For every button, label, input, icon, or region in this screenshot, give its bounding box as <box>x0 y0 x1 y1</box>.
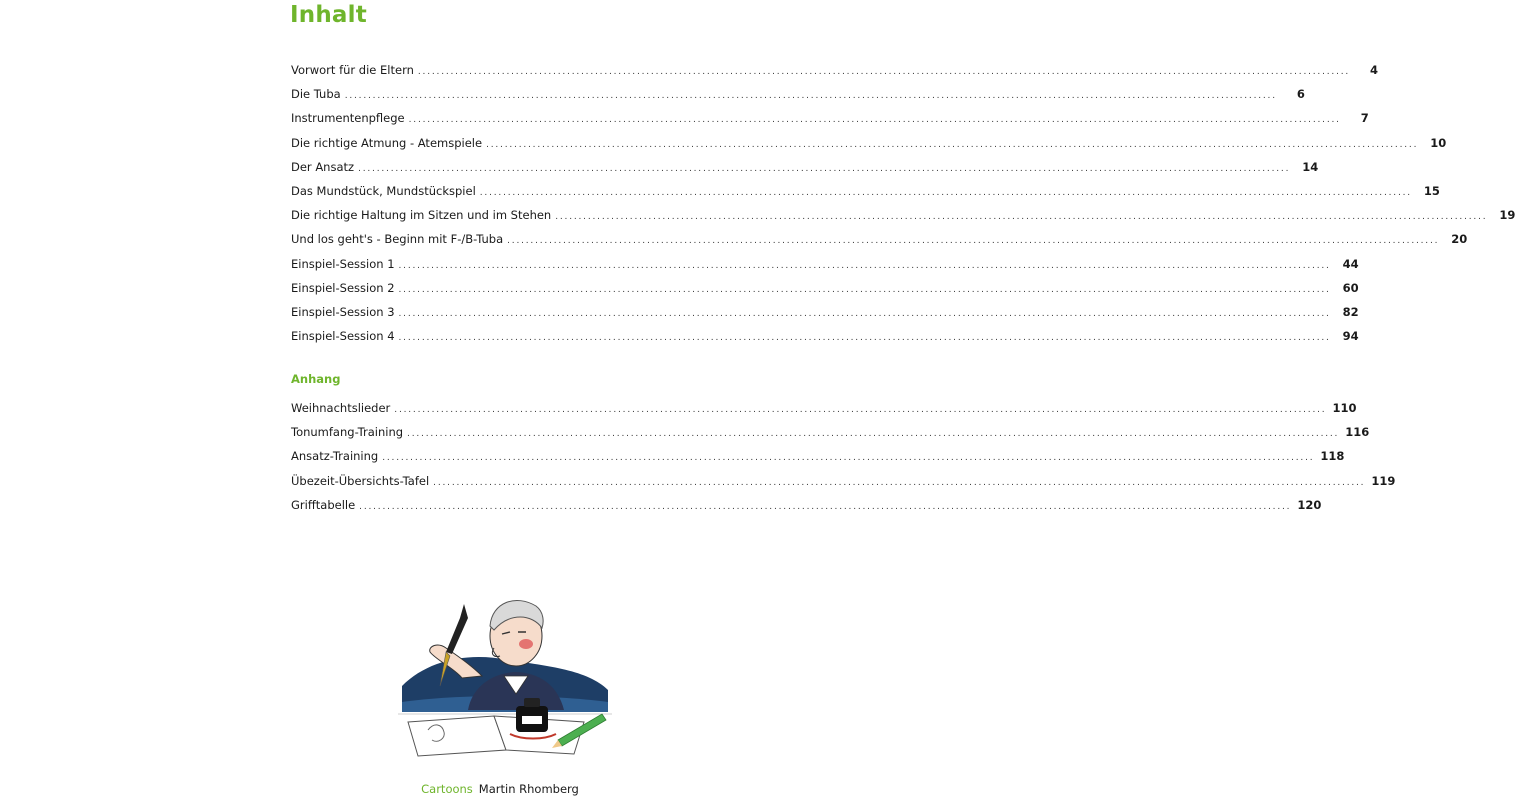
toc-entry-label: Der Ansatz <box>291 159 355 174</box>
toc-entry-page-number: 4 <box>1370 63 1379 77</box>
toc-entry[interactable] <box>291 324 1359 348</box>
toc-entry-page-number: 20 <box>1451 232 1468 247</box>
dot-leader: ........................................................................................................................................................................................................ <box>555 212 1488 223</box>
toc-entry[interactable] <box>291 493 1322 517</box>
toc-entry-page-number: 7 <box>1360 111 1369 126</box>
toc-entry-label: Vorwort für die Eltern <box>291 63 414 77</box>
toc-entry[interactable] <box>291 469 1396 493</box>
dot-leader: ........................................................................................................................................................................................................ <box>382 453 1315 464</box>
page-title: Inhalt <box>290 2 367 28</box>
credit-label: Cartoons <box>421 782 473 796</box>
dot-leader: ........................................................................................................................................................................................................ <box>507 236 1440 247</box>
toc-entry-label: Tonumfang-Training <box>291 425 404 440</box>
dot-leader: ........................................................................................................................................................................................................ <box>358 163 1291 174</box>
toc-entry[interactable] <box>291 82 1305 106</box>
toc-entry-page-number: 118 <box>1320 449 1345 464</box>
dot-leader: ........................................................................................................................................................................................................ <box>344 91 1277 102</box>
toc-entry-label: Einspiel-Session 3 <box>291 304 395 319</box>
cartoon-illustration-icon <box>398 590 612 756</box>
toc-entry-label: Übezeit-Übersichts-Tafel <box>291 473 430 488</box>
toc-entry-label: Die Tuba <box>291 87 341 102</box>
toc-entry[interactable] <box>291 444 1345 468</box>
toc-entry[interactable] <box>291 179 1440 203</box>
credit-name: Martin Rhomberg <box>478 782 579 796</box>
toc-entry-label: Grifftabelle <box>291 497 356 512</box>
dot-leader: ........................................................................................................................................................................................................ <box>486 139 1419 150</box>
toc-appendix-list <box>291 396 1396 517</box>
toc-entry-label: Einspiel-Session 4 <box>291 329 395 344</box>
toc-entry-label: Die richtige Atmung - Atemspiele <box>291 135 483 150</box>
toc-entry[interactable] <box>291 58 1379 82</box>
toc-entry-page-number: 116 <box>1345 425 1370 440</box>
toc-entry-page-number: 82 <box>1342 304 1359 319</box>
toc-entry-label: Instrumentenpflege <box>291 111 405 126</box>
toc-entry-label: Die richtige Haltung im Sitzen und im Stehen <box>291 208 552 223</box>
toc-entry-page-number: 15 <box>1423 183 1440 198</box>
toc-entry-label: Und los geht's - Beginn mit F-/B-Tuba <box>291 232 504 247</box>
toc-entry-label: Ansatz-Training <box>291 449 379 464</box>
dot-leader: ........................................................................................................................................................................................................ <box>433 477 1366 488</box>
toc-entry-page-number: 60 <box>1342 280 1359 295</box>
toc-entry-page-number: 120 <box>1297 497 1322 512</box>
toc-entry-label: Das Mundstück, Mundstückspiel <box>291 183 476 198</box>
toc-entry[interactable] <box>291 131 1447 155</box>
toc-entry[interactable] <box>291 276 1359 300</box>
dot-leader: ........................................................................................................................................................................................................ <box>398 333 1331 344</box>
toc-entry-page-number: 44 <box>1342 256 1359 271</box>
dot-leader: ........................................................................................................................................................................................................ <box>479 187 1412 198</box>
toc-entry-page-number: 110 <box>1332 401 1357 415</box>
toc-entry[interactable] <box>291 420 1370 444</box>
toc-entry-label: Weihnachtslieder <box>291 401 391 415</box>
toc-entry[interactable] <box>291 300 1359 324</box>
dot-leader: ........................................................................................................................................................................................................ <box>359 501 1292 512</box>
toc-entry[interactable] <box>291 396 1357 420</box>
toc-entry-label: Einspiel-Session 2 <box>291 280 395 295</box>
dot-leader: ........................................................................................................................................................................................................ <box>417 67 1351 77</box>
toc-entry[interactable] <box>291 155 1319 179</box>
toc-entry-page-number: 6 <box>1296 87 1305 102</box>
toc-entry-page-number: 94 <box>1342 329 1359 344</box>
dot-leader: ........................................................................................................................................................................................................ <box>394 405 1327 415</box>
dot-leader: ........................................................................................................................................................................................................ <box>398 260 1331 271</box>
toc-entry-page-number: 10 <box>1430 135 1447 150</box>
toc-entry-label: Einspiel-Session 1 <box>291 256 395 271</box>
toc-main-list <box>291 58 1515 348</box>
toc-entry[interactable] <box>291 227 1468 251</box>
toc-entry-page-number: 14 <box>1302 159 1319 174</box>
dot-leader: ........................................................................................................................................................................................................ <box>408 115 1341 126</box>
dot-leader: ........................................................................................................................................................................................................ <box>407 429 1340 440</box>
toc-entry[interactable] <box>291 252 1359 276</box>
appendix-heading: Anhang <box>291 372 341 386</box>
cartoon-credit <box>0 782 1000 796</box>
dot-leader: ........................................................................................................................................................................................................ <box>398 308 1331 319</box>
dot-leader: ........................................................................................................................................................................................................ <box>398 284 1331 295</box>
toc-entry[interactable] <box>291 203 1515 227</box>
toc-entry-page-number: 119 <box>1371 473 1396 488</box>
toc-entry-page-number: 19 <box>1499 208 1515 223</box>
toc-entry[interactable] <box>291 106 1369 130</box>
